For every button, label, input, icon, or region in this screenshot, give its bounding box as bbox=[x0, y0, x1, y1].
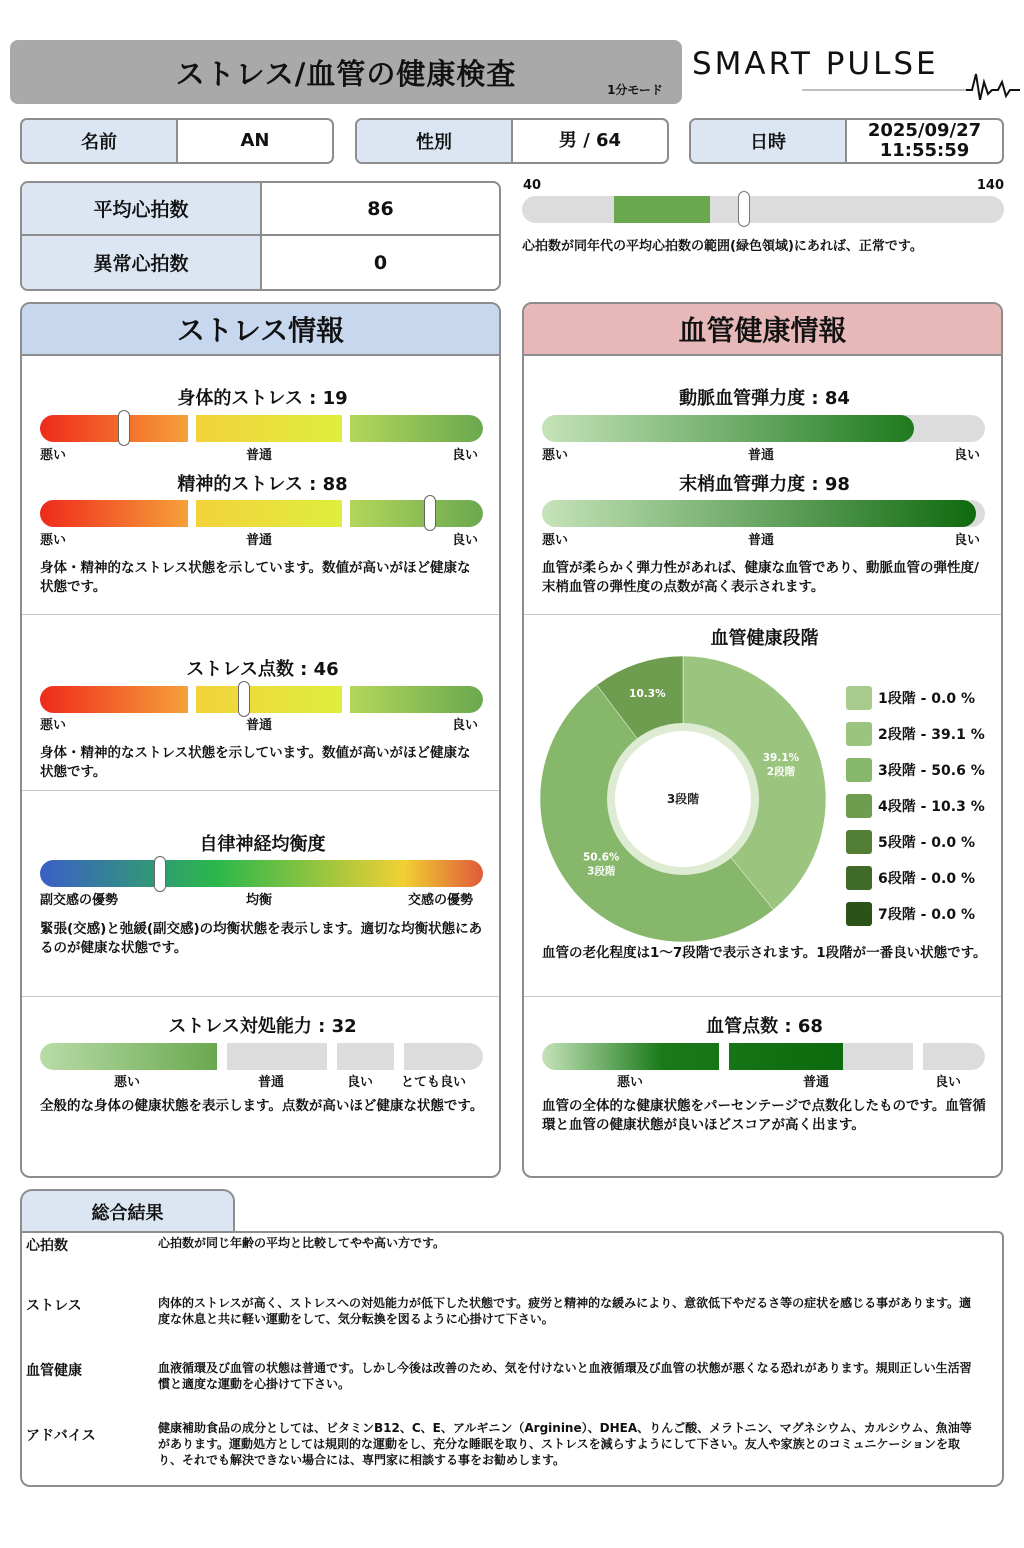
ans-mid-label: 均衡 bbox=[246, 893, 273, 908]
peripheral-gauge bbox=[542, 500, 985, 527]
mental-normal-label: 普通 bbox=[246, 533, 273, 548]
heart-rate-box bbox=[20, 181, 501, 291]
stress-score-title: ストレス点数 : 46 bbox=[186, 659, 339, 680]
abn-hr-value: 0 bbox=[373, 251, 388, 274]
score-normal-label: 普通 bbox=[246, 718, 273, 733]
legend-label-4: 4段階 - 10.3 % bbox=[878, 799, 985, 815]
name-box bbox=[20, 118, 334, 164]
mental-stress-title: 精神的ストレス : 88 bbox=[177, 474, 348, 495]
summary-box bbox=[20, 1231, 1004, 1487]
summary-label-vessel: 血管健康 bbox=[26, 1363, 82, 1379]
legend-item-7 bbox=[846, 901, 975, 927]
arterial-title: 動脈血管弾力度 : 84 bbox=[679, 388, 850, 409]
mental-good-label: 良い bbox=[452, 533, 479, 548]
physical-stress-marker bbox=[118, 410, 130, 446]
score-bad-label: 悪い bbox=[40, 718, 67, 733]
legend-label-5: 5段階 - 0.0 % bbox=[878, 835, 976, 851]
peripheral-fill bbox=[542, 500, 976, 527]
peripheral-title: 末梢血管弾力度 : 98 bbox=[679, 474, 850, 495]
legend-label-3: 3段階 - 50.6 % bbox=[878, 763, 985, 779]
ans-left-label: 副交感の優勢 bbox=[40, 893, 119, 908]
vessel-score-l2: 普通 bbox=[803, 1075, 830, 1090]
vessel-score-gauge bbox=[542, 1043, 985, 1070]
smart-pulse-logo bbox=[690, 44, 1020, 100]
mental-bad-label: 悪い bbox=[40, 533, 67, 548]
coping-l3: 良い bbox=[347, 1075, 374, 1090]
physical-stress-title: 身体的ストレス : 19 bbox=[177, 388, 348, 409]
donut-center-label: 3段階 bbox=[666, 792, 700, 806]
hr-scale-max: 140 bbox=[976, 178, 1004, 193]
ans-marker bbox=[154, 856, 166, 892]
datetime-value bbox=[847, 120, 1002, 162]
summary-text-heart: 心拍数が同じ年齢の平均と比較してやや高い方です。 bbox=[158, 1236, 446, 1250]
legend-label-7: 7段階 - 0.0 % bbox=[878, 907, 976, 923]
gender-box bbox=[355, 118, 669, 164]
mental-stress-gauge bbox=[40, 500, 483, 527]
stress-divider-3 bbox=[22, 996, 501, 997]
summary-label-stress: ストレス bbox=[26, 1298, 82, 1314]
stress-score-gauge bbox=[40, 686, 483, 713]
donut-slice-name-2: 2段階 bbox=[766, 766, 796, 779]
summary-text-vessel: 血液循環及び血管の状態は普通です。しかし今後は改善のため、気を付けないと血液循環及び血管の状態が悪くなる恐れがあります。規則正しい生活習慣と適度な運動を心掛けて下さい。 bbox=[158, 1361, 972, 1391]
peripheral-bad-label: 悪い bbox=[542, 533, 569, 548]
page-title: ストレス/血管の健康検査 bbox=[175, 57, 517, 91]
stress-divider-2 bbox=[22, 790, 501, 791]
legend-item-6 bbox=[846, 865, 975, 891]
hr-scale-min: 40 bbox=[523, 178, 542, 193]
vessel-score-fill bbox=[542, 1043, 843, 1070]
donut-slice-pct-2: 39.1% bbox=[762, 752, 800, 765]
physical-stress-gauge bbox=[40, 415, 483, 442]
legend-swatch-1 bbox=[846, 686, 872, 710]
score-good-label: 良い bbox=[452, 718, 479, 733]
donut-slice-pct-4: 10.3% bbox=[629, 687, 666, 700]
vessel-divider-1 bbox=[524, 614, 1003, 615]
summary-text-advice: 健康補助食品の成分としては、ビタミンB12、C、E、アルギニン（Arginine）、DHEA、りんご酸、メラトニン、マグネシウム、カルシウム、魚油等があります。運動処方としては規則的な運動をし、充分な睡眠を取り、ストレスを減らすようにして下さい。友人や家族とのコミュニケーションを取り、それでも解決できない場合には、専門家に相談する事をお勧めします。 bbox=[158, 1421, 972, 1467]
stress-desc-2: 身体・精神的なストレス状態を示しています。数値が高いがほど健康な状態です。 bbox=[40, 745, 471, 780]
date-box bbox=[689, 118, 1004, 164]
vessel-score-l1: 悪い bbox=[617, 1075, 644, 1090]
stress-panel-title: ストレス情報 bbox=[22, 304, 499, 356]
stage-title: 血管健康段階 bbox=[710, 628, 819, 649]
arterial-good-label: 良い bbox=[954, 448, 981, 463]
date-label: 日時 bbox=[691, 120, 847, 162]
summary-tab[interactable]: 総合結果 bbox=[20, 1189, 235, 1233]
stress-panel bbox=[20, 302, 501, 1178]
abn-hr-row bbox=[22, 236, 499, 289]
physical-normal-label: 普通 bbox=[246, 448, 273, 463]
arterial-bad-label: 悪い bbox=[542, 448, 569, 463]
hr-marker bbox=[738, 191, 750, 227]
legend-label-1: 1段階 - 0.0 % bbox=[878, 691, 976, 707]
hr-normal-range bbox=[614, 196, 710, 223]
logo-text: SMART PULSE bbox=[692, 46, 939, 82]
legend-swatch-5 bbox=[846, 830, 872, 854]
summary-label-heart: 心拍数 bbox=[26, 1238, 68, 1254]
donut-slice-name-3: 3段階 bbox=[587, 865, 616, 878]
arterial-normal-label: 普通 bbox=[748, 448, 775, 463]
arterial-fill bbox=[542, 415, 914, 442]
legend-label-2: 2段階 - 39.1 % bbox=[878, 727, 985, 743]
legend-swatch-3 bbox=[846, 758, 872, 782]
legend-item-4 bbox=[846, 793, 985, 819]
avg-hr-row bbox=[22, 183, 499, 236]
vessel-score-title: 血管点数 : 68 bbox=[706, 1016, 823, 1037]
legend-swatch-4 bbox=[846, 794, 872, 818]
legend-item-5 bbox=[846, 829, 975, 855]
gender-value: 男 / 64 bbox=[558, 130, 622, 151]
name-value: AN bbox=[240, 130, 270, 151]
coping-l4: とても良い bbox=[401, 1075, 467, 1090]
legend-swatch-6 bbox=[846, 866, 872, 890]
vessel-desc-2: 血管の老化程度は1〜7段階で表示されます。1段階が一番良い状態です。 bbox=[542, 945, 987, 961]
summary-label-advice: アドバイス bbox=[26, 1428, 96, 1444]
hr-note: 心拍数が同年代の平均心拍数の範囲(緑色領域)にあれば、正常です。 bbox=[522, 239, 923, 254]
coping-fill bbox=[40, 1043, 217, 1070]
stress-desc-4: 全般的な身体の健康状態を表示します。点数が高いほど健康な状態です。 bbox=[40, 1098, 484, 1114]
vessel-score-l3: 良い bbox=[935, 1075, 962, 1090]
coping-l1: 悪い bbox=[114, 1075, 141, 1090]
stress-divider-1 bbox=[22, 614, 501, 615]
peripheral-good-label: 良い bbox=[954, 533, 981, 548]
vessel-panel-title: 血管健康情報 bbox=[524, 304, 1001, 356]
gender-label: 性別 bbox=[357, 120, 513, 162]
time-value: 11:55:59 bbox=[879, 140, 970, 161]
legend-item-3 bbox=[846, 757, 985, 783]
legend-label-6: 6段階 - 0.0 % bbox=[878, 871, 976, 887]
abn-hr-label: 異常心拍数 bbox=[22, 236, 262, 289]
ans-right-label: 交感の優勢 bbox=[408, 893, 474, 908]
name-label: 名前 bbox=[22, 120, 178, 162]
coping-l2: 普通 bbox=[258, 1075, 285, 1090]
stress-desc-3: 緊張(交感)と弛緩(副交感)の均衡状態を表示します。適切な均衡状態にあるのが健康な状態です。 bbox=[40, 921, 483, 956]
vessel-desc-3: 血管の全体的な健康状態をパーセンテージで点数化したものです。血管循環と血管の健康状態が良いほどスコアが高く出ます。 bbox=[542, 1098, 986, 1133]
mode-label: 1分モード bbox=[607, 83, 663, 97]
physical-good-label: 良い bbox=[452, 448, 479, 463]
legend-item-1 bbox=[846, 685, 975, 711]
coping-title: ストレス対処能力 : 32 bbox=[168, 1016, 357, 1037]
stress-desc-1: 身体・精神的なストレス状態を示しています。数値が高いがほど健康な状態です。 bbox=[40, 560, 471, 595]
legend-item-2 bbox=[846, 721, 985, 747]
ans-title: 自律神経均衡度 bbox=[199, 834, 326, 855]
physical-bad-label: 悪い bbox=[40, 448, 67, 463]
summary-text-stress: 肉体的ストレスが高く、ストレスへの対処能力が低下した状態です。疲労と精神的な緩みにより、意欲低下やだるさ等の症状を感じる事があります。適度な休息と共に軽い運動をして、気分転換を図るように心掛けて下さい。 bbox=[158, 1296, 972, 1326]
vessel-desc-1: 血管が柔らかく弾力性があれば、健康な血管であり、動脈血管の弾性度/末梢血管の弾性度の点数が高く表示されます。 bbox=[542, 560, 979, 595]
avg-hr-value: 86 bbox=[367, 197, 394, 220]
peripheral-normal-label: 普通 bbox=[748, 533, 775, 548]
stress-score-marker bbox=[238, 681, 250, 717]
avg-hr-label: 平均心拍数 bbox=[22, 183, 262, 234]
vessel-divider-2 bbox=[524, 996, 1003, 997]
date-value: 2025/09/27 bbox=[867, 120, 982, 141]
vessel-stage-donut-chart bbox=[538, 654, 828, 944]
legend-swatch-7 bbox=[846, 902, 872, 926]
mental-stress-marker bbox=[424, 495, 436, 531]
coping-gauge bbox=[40, 1043, 483, 1070]
legend-swatch-2 bbox=[846, 722, 872, 746]
donut-slice-pct-3: 50.6% bbox=[583, 851, 620, 864]
ans-gauge bbox=[40, 860, 483, 887]
pulse-wave-icon bbox=[966, 74, 1020, 100]
hr-range-track bbox=[522, 196, 1004, 223]
arterial-gauge bbox=[542, 415, 985, 442]
